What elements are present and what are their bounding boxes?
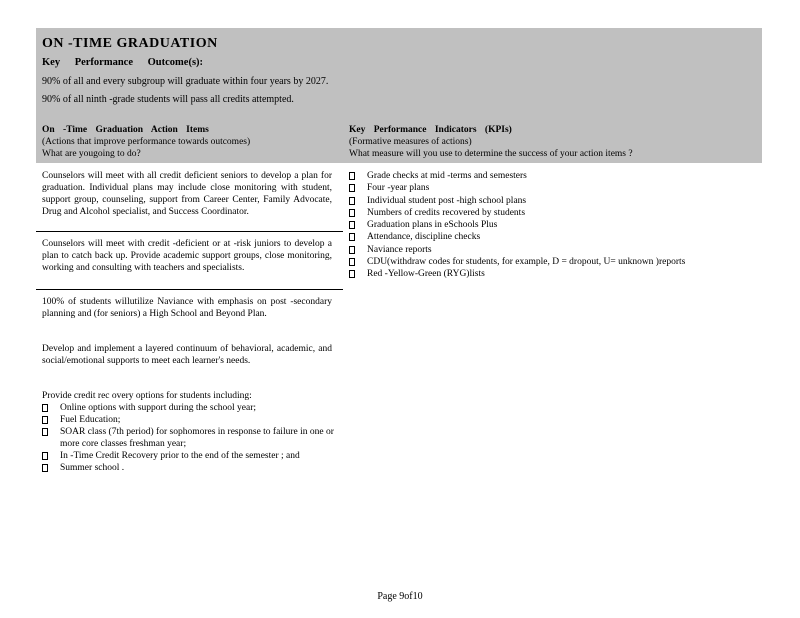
list-item: Naviance reports — [349, 244, 759, 256]
action-item-3: 100% of students willutilize Naviance with emphasis on post -secondary planning and (for seniors) a High School and Beyond Plan. — [42, 297, 332, 319]
action-items-header — [42, 124, 342, 160]
checkbox-icon — [349, 221, 355, 229]
kpi-header-subtitle: (Formative measures of actions) — [349, 137, 472, 147]
list-item: Grade checks at mid -terms and semesters — [349, 170, 759, 182]
checkbox-icon — [349, 197, 355, 205]
kpi-header-title: Key Performance Indicators (KPIs) — [349, 125, 512, 135]
credit-recovery-section — [42, 390, 342, 474]
page-number: Page 9of10 — [377, 591, 423, 602]
checkbox-icon — [349, 184, 355, 192]
list-item: SOAR class (7th period) for sophomores in response to failure in one or more core classes freshman year; — [42, 426, 342, 450]
credit-recovery-intro: Provide credit rec overy options for students including: — [42, 391, 252, 401]
checkbox-icon — [42, 416, 48, 424]
checkbox-icon — [349, 209, 355, 217]
checkbox-icon — [349, 246, 355, 254]
list-item: CDU(withdraw codes for students, for example, D = dropout, U= unknown )reports — [349, 256, 759, 268]
list-item: Online options with support during the school year; — [42, 402, 342, 414]
action-item-2: Counselors will meet with credit -deficient or at -risk juniors to develop a plan to catch back up. Provide academic support groups, close monitoring, working and consulting with teachers and specialists. — [42, 239, 332, 273]
list-item: Graduation plans in eSchools Plus — [349, 219, 759, 231]
key-performance-outcomes-label: Key Performance Outcome(s): — [42, 57, 204, 68]
checkbox-icon — [349, 258, 355, 266]
list-item: Numbers of credits recovered by students — [349, 207, 759, 219]
checkbox-icon — [349, 233, 355, 241]
list-item: In -Time Credit Recovery prior to the end of the semester ; and — [42, 450, 342, 462]
divider — [36, 231, 343, 232]
checkbox-icon — [349, 172, 355, 180]
action-item-4: Develop and implement a layered continuum of behavioral, academic, and social/emotional supports to meet each learner's needs. — [42, 344, 332, 366]
action-items-header-title: On -Time Graduation Action Items — [42, 125, 209, 135]
checkbox-icon — [42, 404, 48, 412]
list-item: Individual student post -high school plans — [349, 195, 759, 207]
list-item: Red -Yellow-Green (RYG)lists — [349, 268, 759, 280]
outcome-2: 90% of all ninth -grade students will pass all credits attempted. — [42, 94, 294, 105]
action-item-1: Counselors will meet with all credit deficient seniors to develop a plan for graduation. Individual plans may include close monitoring with student, support group, counseling, support from Career Center, Family Advocate, Drug and Alcohol specialist, and Success Coordinator. — [42, 171, 332, 217]
checkbox-icon — [42, 428, 48, 436]
divider — [36, 289, 343, 290]
list-item: Attendance, discipline checks — [349, 231, 759, 243]
checkbox-icon — [42, 464, 48, 472]
action-items-header-subtitle: (Actions that improve performance towards outcomes) — [42, 137, 251, 147]
kpi-header — [349, 124, 749, 160]
section-title: ON -TIME GRADUATION — [42, 36, 218, 51]
kpi-list — [349, 170, 759, 281]
list-item: Four -year plans — [349, 182, 759, 194]
list-item: Fuel Education; — [42, 414, 342, 426]
action-items-header-question: What are yougoing to do? — [42, 149, 141, 159]
outcome-1: 90% of all and every subgroup will graduate within four years by 2027. — [42, 76, 329, 87]
kpi-header-question: What measure will you use to determine the success of your action items ? — [349, 149, 633, 159]
list-item: Summer school . — [42, 462, 342, 474]
checkbox-icon — [42, 452, 48, 460]
checkbox-icon — [349, 270, 355, 278]
credit-recovery-list — [42, 402, 342, 474]
